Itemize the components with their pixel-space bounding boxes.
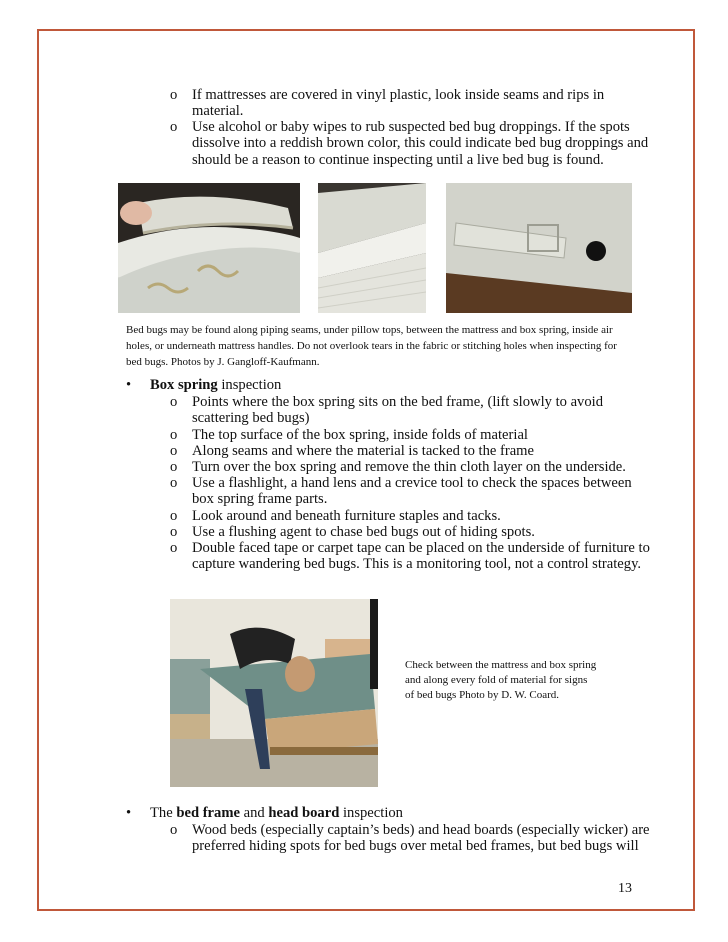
- heading-bold: Box spring: [150, 377, 218, 393]
- list-item: [170, 459, 650, 475]
- list-item-text: Along seams and where the material is tacked to the frame: [192, 443, 535, 459]
- list-item-text: Wood beds (especially captain’s beds) and head boards (especially wicker) are preferred hiding spots for bed bugs over metal bed frames, but bed bugs will: [192, 822, 650, 855]
- list-marker: o: [170, 119, 178, 135]
- list-marker: o: [170, 443, 178, 459]
- heading-rest: inspection: [217, 377, 282, 393]
- list-item: [170, 524, 650, 540]
- list-item: [170, 822, 650, 855]
- list-item-text: Use a flashlight, a hand lens and a crevice tool to check the spaces between box spring frame parts.: [192, 475, 632, 508]
- list-item: [170, 394, 650, 427]
- page-number: 13: [618, 881, 632, 896]
- list-item-text: Look around and beneath furniture staples and tacks.: [192, 508, 501, 524]
- heading-text: The: [150, 805, 177, 821]
- heading-text: inspection: [339, 805, 403, 821]
- list-item: [170, 443, 650, 459]
- photo-mattress-boxspring: [318, 183, 426, 313]
- list-marker: o: [170, 540, 178, 556]
- list-item-text: Points where the box spring sits on the bed frame, (lift slowly to avoid scattering bed bugs): [192, 394, 603, 427]
- list-item-text: Double faced tape or carpet tape can be placed on the underside of furniture to capture wandering bed bugs. This is a monitoring tool, not a control strategy.: [192, 540, 650, 573]
- list-marker: o: [170, 427, 178, 443]
- list-item: [170, 475, 650, 508]
- caption-line: and along every fold of material for signs: [405, 674, 588, 686]
- photo-pillow-top: [118, 183, 300, 313]
- list-item-text: Turn over the box spring and remove the thin cloth layer on the underside.: [192, 459, 626, 475]
- list-marker: o: [170, 459, 178, 475]
- bed-frame-heading: [126, 805, 656, 821]
- list-item: [170, 87, 650, 120]
- inspection-photo-caption: [405, 658, 635, 703]
- list-marker: o: [170, 394, 178, 410]
- list-item: [170, 427, 650, 443]
- list-item-text: The top surface of the box spring, inside folds of material: [192, 427, 528, 443]
- bullet-icon: •: [126, 377, 132, 393]
- box-spring-heading: [126, 377, 656, 393]
- list-item-text: If mattresses are covered in vinyl plastic, look inside seams and rips in material.: [192, 87, 605, 120]
- photo-inspection: [170, 599, 378, 787]
- list-marker: o: [170, 475, 178, 491]
- list-item: [170, 540, 650, 573]
- caption-line: Check between the mattress and box spring: [405, 659, 597, 671]
- list-marker: o: [170, 87, 178, 103]
- heading-bold: head board: [268, 805, 340, 821]
- photo-mattress-handle: [446, 183, 632, 313]
- list-item: [170, 119, 650, 168]
- caption-line: of bed bugs Photo by D. W. Coard.: [405, 689, 559, 701]
- heading-text: and: [239, 805, 269, 821]
- heading-bold: bed frame: [176, 805, 240, 821]
- list-marker: o: [170, 822, 178, 838]
- list-item-text: Use alcohol or baby wipes to rub suspected bed bug droppings. If the spots dissolve into a reddish brown color, this could indicate bed bug droppings and should be a reason to continue inspecting until a live bed bug is found.: [192, 119, 649, 168]
- list-marker: o: [170, 524, 178, 540]
- photos-caption: Bed bugs may be found along piping seams, under pillow tops, between the mattress and box spring, inside air holes, or underneath mattress handles. Do not overlook tears in the fabric or stitching holes when inspecting for bed bugs. Photos by J. Gangloff-Kaufmann.: [126, 324, 617, 368]
- bullet-icon: •: [126, 805, 132, 821]
- list-marker: o: [170, 508, 178, 524]
- list-item-text: Use a flushing agent to chase bed bugs out of hiding spots.: [192, 524, 535, 540]
- list-item: [170, 508, 650, 524]
